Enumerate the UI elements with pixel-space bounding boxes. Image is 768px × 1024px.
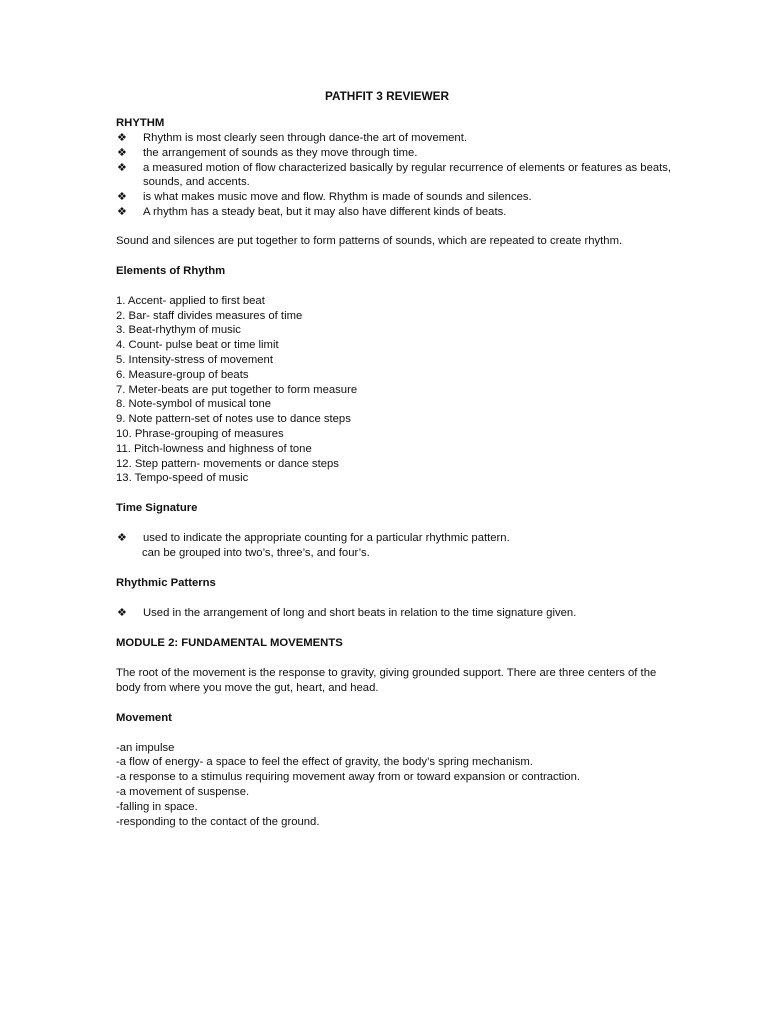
elements-heading: Elements of Rhythm	[116, 264, 226, 277]
list-item	[116, 131, 676, 146]
bullet-text: the arrangement of sounds as they move through time.	[143, 146, 418, 159]
list-item: 1. Accent- applied to first beat	[116, 294, 265, 307]
list-item: 4. Count- pulse beat or time limit	[116, 339, 279, 352]
movement-list	[116, 741, 676, 830]
list-item: 7. Meter-beats are put together to form measure	[116, 383, 358, 396]
rhythm-heading: RHYTHM	[116, 117, 165, 129]
rhythm-paragraph: Sound and silences are put together to form patterns of sounds, which are repeated to create rhythm.	[116, 234, 623, 247]
module2-paragraph: The root of the movement is the response to gravity, giving grounded support. There are three centers of the body from where you move the gut, heart, and head.	[116, 666, 657, 694]
list-item: 10. Phrase-grouping of measures	[116, 427, 284, 440]
rhythm-bullet-list	[116, 131, 676, 220]
list-item: 9. Note pattern-set of notes use to dance steps	[116, 413, 351, 426]
list-item: 11. Pitch-lowness and highness of tone	[116, 442, 312, 455]
page-title: PATHFIT 3 REVIEWER	[324, 89, 450, 103]
rhythmic-patterns-heading: Rhythmic Patterns	[116, 576, 216, 589]
four-diamond-bullet-icon: ❖	[117, 131, 127, 144]
list-item: -responding to the contact of the ground.	[116, 815, 320, 828]
time-signature-bullet-list	[116, 531, 676, 546]
list-item: 5. Intensity-stress of movement	[116, 353, 273, 366]
module2-heading: MODULE 2: FUNDAMENTAL MOVEMENTS	[116, 636, 343, 649]
list-item: 6. Measure-group of beats	[116, 368, 249, 381]
document-page	[116, 88, 676, 829]
movement-heading: Movement	[116, 711, 172, 724]
list-item: -an impulse	[116, 741, 175, 754]
rhythmic-patterns-bullet-list	[116, 606, 676, 621]
bullet-text: A rhythm has a steady beat, but it may also have different kinds of beats.	[143, 205, 507, 218]
list-item: 13. Tempo-speed of music	[116, 472, 249, 485]
time-signature-heading: Time Signature	[116, 502, 198, 515]
bullet-text: Used in the arrangement of long and short beats in relation to the time signature given.	[143, 606, 577, 619]
list-item: -a movement of suspense.	[116, 785, 250, 798]
list-item	[116, 190, 676, 205]
list-item: 3. Beat-rhythym of music	[116, 324, 241, 337]
four-diamond-bullet-icon: ❖	[117, 204, 127, 218]
list-item: -falling in space.	[116, 800, 198, 813]
four-diamond-bullet-icon: ❖	[117, 190, 127, 204]
list-item	[116, 161, 676, 191]
four-diamond-bullet-icon: ❖	[117, 145, 127, 159]
bullet-text: Rhythm is most clearly seen through dance-the art of movement.	[143, 132, 467, 144]
list-item: -a flow of energy- a space to feel the effect of gravity, the body’s spring mechanism.	[116, 756, 533, 769]
bullet-text: used to indicate the appropriate counting for a particular rhythmic pattern.	[143, 532, 510, 545]
bullet-text: a measured motion of flow characterized basically by regular recurrence of elements or features as beats, sounds, and accents.	[143, 161, 672, 189]
list-item: 2. Bar- staff divides measures of time	[116, 309, 303, 322]
list-item	[116, 606, 676, 621]
list-item	[116, 205, 676, 220]
list-item	[116, 531, 676, 546]
list-item	[116, 146, 676, 161]
list-item: 12. Step pattern- movements or dance steps	[116, 457, 339, 470]
list-item: 8. Note-symbol of musical tone	[116, 398, 272, 411]
four-diamond-bullet-icon: ❖	[117, 531, 127, 545]
time-signature-continuation: can be grouped into two’s, three’s, and four’s.	[142, 546, 370, 559]
four-diamond-bullet-icon: ❖	[117, 160, 127, 174]
elements-list	[116, 294, 676, 486]
four-diamond-bullet-icon: ❖	[117, 605, 127, 619]
bullet-text: is what makes music move and flow. Rhythm is made of sounds and silences.	[143, 191, 532, 204]
list-item: -a response to a stimulus requiring movement away from or toward expansion or contraction.	[116, 771, 581, 784]
